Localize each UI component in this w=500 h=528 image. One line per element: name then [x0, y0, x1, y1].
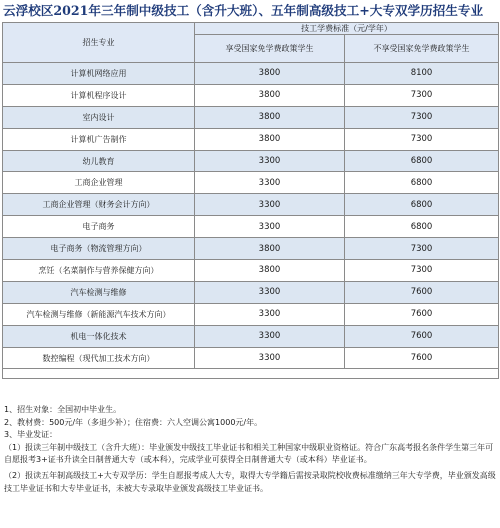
free-fee-cell: 3300 [195, 325, 345, 347]
free-fee-cell: 3300 [195, 347, 345, 369]
nonfree-fee-cell: 7300 [345, 106, 499, 128]
table-row [3, 84, 499, 106]
nonfree-fee-cell: 8100 [345, 63, 499, 85]
nonfree-fee-cell: 6800 [345, 194, 499, 216]
major-cell: 烹饪（名菜制作与营养保健方向） [3, 260, 195, 282]
nonfree-fee-cell: 7600 [345, 325, 499, 347]
major-cell: 汽车检测与维修 [3, 281, 195, 303]
major-cell: 电子商务（物流管理方向） [3, 238, 195, 260]
major-cell: 汽车检测与维修（新能源汽车技术方向） [3, 303, 195, 325]
nonfree-fee-cell: 6800 [345, 150, 499, 172]
note-three-year: （1）报读三年制中级技工（含升大班）：毕业颁发中级技工毕业证书和相关工种国家中级职业资格证。符合广东高考报名条件学生第三年可自愿报考3+证书升读全日制普通大专（或本科），完成学业可获得全日制普通大专（或本科）毕业证书。 [4, 442, 494, 465]
note-fees: 2、教材费：500元/年（多退少补）；住宿费：六人空调公寓1000元/年。 [4, 417, 263, 427]
free-fee-cell: 3300 [195, 150, 345, 172]
free-fee-cell: 3300 [195, 172, 345, 194]
table-row [3, 128, 499, 150]
free-fee-cell: 3300 [195, 194, 345, 216]
major-cell: 幼儿教育 [3, 150, 195, 172]
blank-cell [3, 369, 499, 379]
major-cell: 室内设计 [3, 106, 195, 128]
nonfree-fee-cell: 6800 [345, 172, 499, 194]
table-row [3, 281, 499, 303]
major-cell: 数控编程（现代加工技术方向） [3, 347, 195, 369]
table-row [3, 150, 499, 172]
major-cell: 工商企业管理 [3, 172, 195, 194]
tuition-table [2, 22, 499, 379]
major-cell: 计算机网络应用 [3, 63, 195, 85]
nonfree-fee-cell: 7600 [345, 303, 499, 325]
table-row [3, 303, 499, 325]
blank-row [3, 369, 499, 379]
header-fee-group: 技工学费标准（元/学年） [195, 23, 499, 35]
header-nonfree: 不享受国家免学费政策学生 [345, 35, 499, 63]
nonfree-fee-cell: 7300 [345, 128, 499, 150]
table-row [3, 216, 499, 238]
major-cell: 计算机广告制作 [3, 128, 195, 150]
header-free: 享受国家免学费政策学生 [195, 35, 345, 63]
note-enrollment: 1、招生对象：全国初中毕业生。 [4, 405, 122, 414]
major-cell: 机电一体化技术 [3, 325, 195, 347]
free-fee-cell: 3800 [195, 106, 345, 128]
free-fee-cell: 3300 [195, 303, 345, 325]
table-row [3, 260, 499, 282]
major-cell: 工商企业管理（财务会计方向） [3, 194, 195, 216]
notes-section [4, 404, 496, 495]
major-cell: 电子商务 [3, 216, 195, 238]
nonfree-fee-cell: 7300 [345, 238, 499, 260]
free-fee-cell: 3300 [195, 216, 345, 238]
header-major: 招生专业 [3, 23, 195, 63]
nonfree-fee-cell: 7600 [345, 347, 499, 369]
major-cell: 计算机程序设计 [3, 84, 195, 106]
free-fee-cell: 3800 [195, 84, 345, 106]
page-title: 云浮校区2021年三年制中级技工（含升大班）、五年制高级技工+大专双学历招生专业 [3, 3, 484, 18]
note-five-year: （2）报读五年制高级技工+大专双学历：学生自愿报考成人大专，取得大专学籍后需按录取院校收费标准缴纳三年大专学费，毕业颁发高级技工毕业证书和大专毕业证书，未被大专录取毕业颁发高级技工毕业证书。 [4, 470, 496, 493]
table-row [3, 106, 499, 128]
free-fee-cell: 3800 [195, 128, 345, 150]
nonfree-fee-cell: 7300 [345, 260, 499, 282]
table-row [3, 172, 499, 194]
free-fee-cell: 3800 [195, 63, 345, 85]
table-row [3, 347, 499, 369]
table-row [3, 63, 499, 85]
table-row [3, 238, 499, 260]
nonfree-fee-cell: 7300 [345, 84, 499, 106]
nonfree-fee-cell: 7600 [345, 281, 499, 303]
table-row [3, 325, 499, 347]
note-certificates: 3、毕业发证： [4, 430, 58, 440]
free-fee-cell: 3800 [195, 238, 345, 260]
table-row [3, 194, 499, 216]
free-fee-cell: 3300 [195, 281, 345, 303]
free-fee-cell: 3800 [195, 260, 345, 282]
nonfree-fee-cell: 6800 [345, 216, 499, 238]
